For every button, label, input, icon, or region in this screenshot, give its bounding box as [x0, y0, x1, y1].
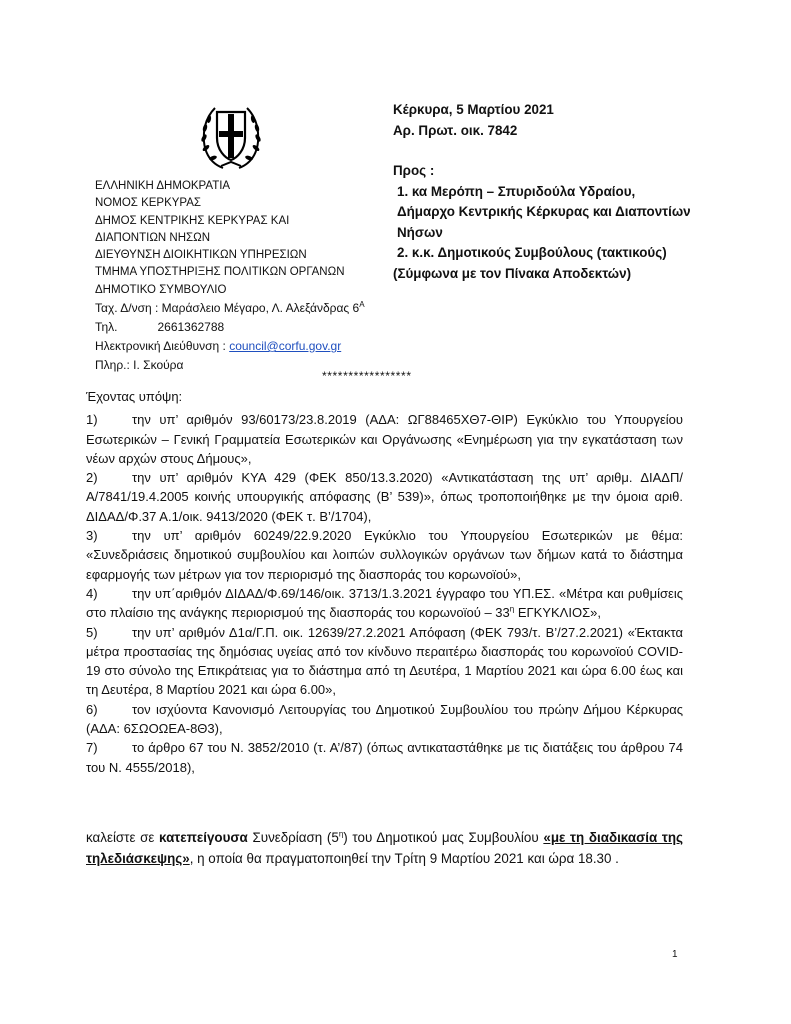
- item-tail: ΕΓΚΥΚΛΙΟΣ»,: [514, 605, 601, 621]
- list-item: [86, 526, 683, 584]
- info-line: Πληρ.: Ι. Σκούρα: [95, 358, 184, 373]
- item-number: 1): [86, 412, 98, 428]
- intro-text: Έχοντας υπόψη:: [86, 389, 183, 404]
- email-line: [95, 337, 395, 356]
- closing-sup: η: [338, 829, 344, 839]
- recipient-block: [393, 100, 753, 284]
- closing-bold: κατεπείγουσα: [159, 830, 248, 846]
- to-label: Προς :: [393, 163, 435, 178]
- item-number: 4): [86, 585, 98, 601]
- page-number: 1: [672, 949, 678, 960]
- item-text: την υπ΄αριθμόν ΔΙΔΑΔ/Φ.69/146/οικ. 3713/1.3.2021 έγγραφο του ΥΠ.ΕΣ. «Μέτρα και ρυθμίσεις στο πλαίσιο της ανάγκης περιορισμού της διασποράς του κορωνοϊού – 33: [86, 585, 683, 621]
- tel-label: Τηλ.: [95, 320, 118, 335]
- issuer-line: ΕΛΛΗΝΙΚΗ ΔΗΜΟΚΡΑΤΙΑ: [95, 180, 231, 192]
- closing-text: ) του Δημοτικού μας Συμβουλίου: [343, 830, 544, 846]
- item-number: 5): [86, 624, 98, 640]
- item-text: το άρθρο 67 του Ν. 3852/2010 (τ. Α’/87) (όπως αντικαταστάθηκε με τις διατάξεις του άρθρου 74 του Ν. 4555/2018),: [86, 740, 683, 775]
- address-line: [95, 299, 395, 318]
- closing-bold-underline: «με τη διαδικασία της τηλεδιάσκεψης»: [86, 830, 683, 866]
- list-item: [86, 738, 683, 777]
- tel-line: [95, 318, 395, 337]
- greek-coat-of-arms-icon: [193, 98, 269, 174]
- item-text: την υπ’ αριθμόν Δ1α/Γ.Π. οικ. 12639/27.2.2021 Απόφαση (ΦΕΚ 793/τ. Β’/27.2.2021) «Έκτακτα μέτρα προστασίας της δημόσιας υγείας από τον κίνδυνο περαιτέρω διασποράς του κορωνοϊού COVID-19 στο σύνολο της Επικράτειας για το διάστημα από τη Δευτέρα, 1 Μαρτίου 2021 και ώρα 6.00 έως και τη Δευτέρα, 8 Μαρτίου 2021 και ώρα 6.00»,: [86, 624, 683, 698]
- separator: *****************: [322, 369, 412, 383]
- item-number: 3): [86, 528, 98, 544]
- item-text: την υπ’ αριθμόν 60249/22.9.2020 Εγκύκλιο του Υπουργείου Εσωτερικών με θέμα: «Συνεδριάσεις δημοτικού συμβουλίου και λοιπών συλλογικών οργάνων των δήμων κατά το διάστημα εφαρμογής των μέτρων για τον περιορισμό της διασποράς του κορωνοϊού»,: [86, 528, 683, 582]
- issuer-line: ΤΜΗΜΑ ΥΠΟΣΤΗΡΙΞΗΣ ΠΟΛΙΤΙΚΩΝ ΟΡΓΑΝΩΝ: [95, 266, 345, 279]
- list-item: [86, 584, 683, 623]
- issuer-line: ΔΙΑΠΟΝΤΙΩΝ ΝΗΣΩΝ: [95, 231, 211, 244]
- contact-info: [95, 299, 395, 375]
- address-sup: Α: [359, 300, 365, 310]
- item-text: την υπ’ αριθμόν ΚΥΑ 429 (ΦΕΚ 850/13.3.2020) «Αντικατάσταση της υπ’ αριθμ. ΔΙΑΔΠ/Α/7841/19.4.2005 κοινής υπουργικής απόφασης (Β’ 539)», όπως τροποποιήθηκε με την όμοια αριθ. ΔΙΔΑΔ/Φ.37 Α.1/οικ. 9413/2020 (ΦΕΚ τ. Β’/1704),: [86, 470, 683, 524]
- closing-text: καλείστε σε: [86, 830, 160, 846]
- issuer-line: ΔΗΜΟΤΙΚΟ ΣΥΜΒΟΥΛΙΟ: [95, 283, 227, 296]
- email-link[interactable]: council@corfu.gov.gr: [229, 339, 342, 354]
- place-date: Κέρκυρα, 5 Μαρτίου 2021: [393, 102, 554, 117]
- recipient-line: Νήσων: [397, 224, 443, 240]
- closing-paragraph: [86, 828, 683, 869]
- address-text: Ταχ. Δ/νση : Μαράσλειο Μέγαρο, Λ. Αλεξάνδρας 6: [95, 301, 360, 316]
- recipient-note: (Σύμφωνα με τον Πίνακα Αποδεκτών): [393, 265, 632, 281]
- issuer-line: ΝΟΜΟΣ ΚΕΡΚΥΡΑΣ: [95, 197, 202, 210]
- recipient-line: 1. κα Μερόπη – Σπυριδούλα Υδραίου,: [397, 183, 636, 199]
- item-number: 7): [86, 740, 98, 756]
- list-item: [86, 700, 683, 739]
- list-item: [86, 623, 683, 700]
- document-body: [86, 387, 683, 777]
- issuer-line: ΔΗΜΟΣ ΚΕΝΤΡΙΚΗΣ ΚΕΡΚΥΡΑΣ ΚΑΙ: [95, 214, 290, 227]
- item-sup: η: [509, 604, 515, 614]
- list-item: [86, 410, 683, 468]
- issuer-line: ΔΙΕΥΘΥΝΣΗ ΔΙΟΙΚΗΤΙΚΩΝ ΥΠΗΡΕΣΙΩΝ: [95, 249, 307, 262]
- tel-value: 2661362788: [157, 320, 225, 335]
- list-item: [86, 468, 683, 526]
- recipient-line: 2. κ.κ. Δημοτικούς Συμβούλους (τακτικούς): [397, 245, 667, 260]
- item-text: την υπ’ αριθμόν 93/60173/23.8.2019 (ΑΔΑ: ΩΓ88465ΧΘ7-ΘΙΡ) Εγκύκλιο του Υπουργείου Εσωτερικών – Γενική Γραμματεία Εσωτερικών και Οργάνωσης «Ενημέρωση για την εγκατάσταση των νέων αρχών στους Δήμους»,: [86, 412, 683, 466]
- item-text: τον ισχύοντα Κανονισμό Λειτουργίας του Δημοτικού Συμβουλίου του πρώην Δήμου Κέρκυρας (ΑΔΑ: 6ΣΩΟΩΕΑ-8Θ3),: [86, 701, 683, 737]
- closing-text: Συνεδρίαση (5: [247, 830, 339, 846]
- item-number: 2): [86, 470, 98, 486]
- email-label: Ηλεκτρονική Διεύθυνση :: [95, 339, 230, 354]
- closing-text: , η οποία θα πραγματοποιηθεί την Τρίτη 9 Μαρτίου 2021 και ώρα 18.30 .: [189, 850, 619, 866]
- protocol-number: Αρ. Πρωτ. οικ. 7842: [393, 122, 518, 138]
- issuer-block: [95, 178, 395, 375]
- item-number: 6): [86, 701, 98, 717]
- recipient-line: Δήμαρχο Κεντρικής Κέρκυρας και Διαποντίων: [397, 204, 691, 219]
